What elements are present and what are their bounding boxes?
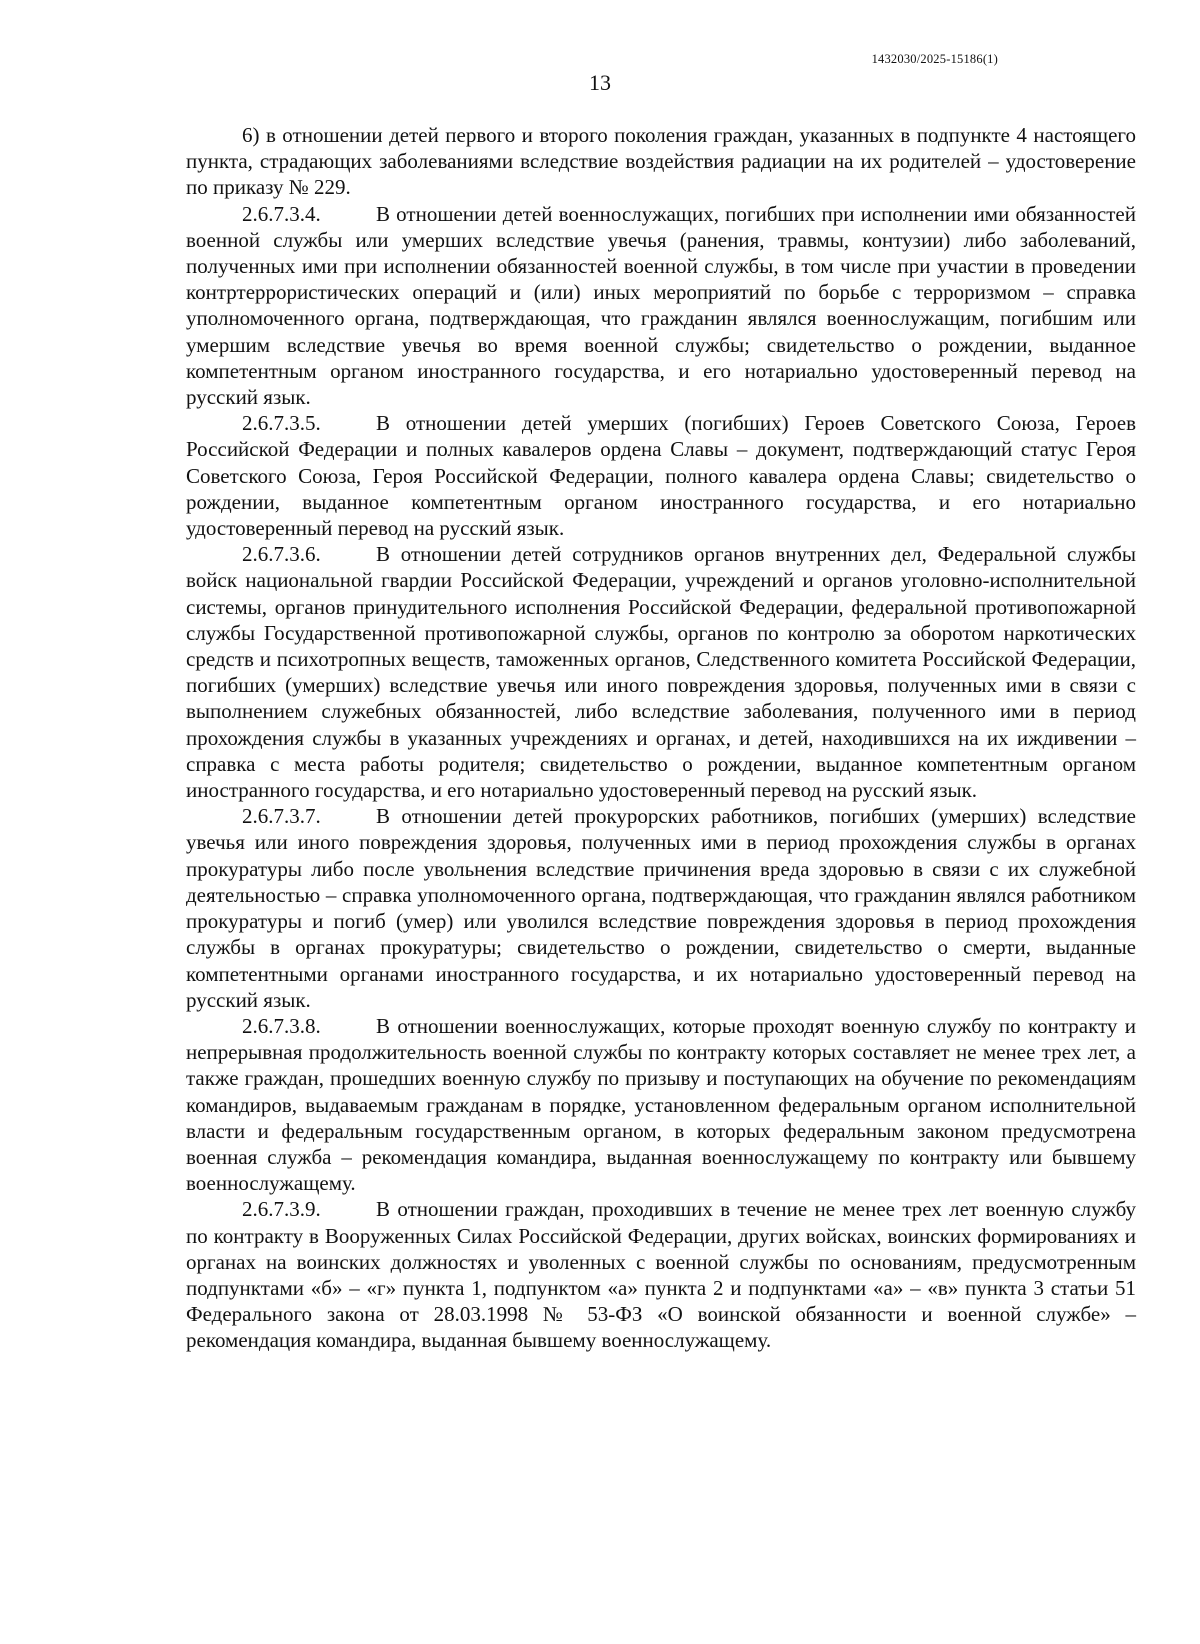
paragraph-2-6-7-3-6	[186, 541, 1136, 803]
paragraph-2-6-7-3-5	[186, 410, 1136, 541]
paragraph-text: В отношении детей умерших (погибших) Героев Советского Союза, Героев Российской Федерации и полных кавалеров ордена Славы – документ, подтверждающий статус Героя Советского Союза, Героя Российской Федерации, полного кавалера ордена Славы; свидетельство о рождении, выданное компетентным органом иностранного государства, и его нотариально удостоверенный перевод на русский язык.	[186, 411, 1136, 541]
paragraph-6	[186, 122, 1136, 201]
paragraph-2-6-7-3-9	[186, 1196, 1136, 1353]
paragraph-number: 2.6.7.3.5.	[242, 411, 321, 436]
paragraph-text: В отношении детей сотрудников органов внутренних дел, Федеральной службы войск национальной гвардии Российской Федерации, учреждений и органов уголовно-исполнительной системы, органов принудительного исполнения Российской Федерации, федеральной противопожарной службы Государственной противопожарной службы, органов по контролю за оборотом наркотических средств и психотропных веществ, таможенных органов, Следственного комитета Российской Федерации, погибших (умерших) вследствие увечья или иного повреждения здоровья, полученных ими в связи с выполнением служебных обязанностей, либо вследствие заболевания, полученного ими в период прохождения службы в указанных учреждениях и органах, и детей, находившихся на их иждивении – справка с места работы родителя; свидетельство о рождении, выданное компетентным органом иностранного государства, и его нотариально удостоверенный перевод на русский язык.	[186, 542, 1136, 803]
paragraph-text: 6) в отношении детей первого и второго поколения граждан, указанных в подпункте 4 настоящего пункта, страдающих заболеваниями вследствие воздействия радиации на их родителей – удостоверение по приказу № 229.	[186, 123, 1136, 200]
paragraph-text: В отношении детей прокурорских работников, погибших (умерших) вследствие увечья или иного повреждения здоровья, полученных ими в период прохождения службы в органах прокуратуры либо после увольнения вследствие причинения вреда здоровью в связи с их служебной деятельностью – справка уполномоченного органа, подтверждающая, что гражданин являлся работником прокуратуры и погиб (умер) или уволился вследствие повреждения здоровья в период прохождения службы в органах прокуратуры; свидетельство о рождении, свидетельство о смерти, выданные компетентными органами иностранного государства, и их нотариально удостоверенный перевод на русский язык.	[186, 804, 1136, 1012]
paragraph-2-6-7-3-7	[186, 803, 1136, 1013]
paragraph-number: 2.6.7.3.9.	[242, 1197, 321, 1222]
paragraph-number: 2.6.7.3.7.	[242, 804, 321, 829]
paragraph-number: 2.6.7.3.8.	[242, 1013, 321, 1038]
paragraph-2-6-7-3-8	[186, 1013, 1136, 1196]
paragraph-number: 2.6.7.3.6.	[242, 542, 321, 567]
document-body	[186, 122, 1136, 1354]
paragraph-number: 2.6.7.3.4.	[242, 201, 321, 226]
page-number: 13	[589, 70, 611, 95]
paragraph-text: В отношении детей военнослужащих, погибших при исполнении ими обязанностей военной службы или умерших вследствие увечья (ранения, травмы, контузии) либо заболеваний, полученных ими при исполнении обязанностей военной службы, в том числе при участии в проведении контртеррористических операций и (или) иных мероприятий по борьбе с терроризмом – справка уполномоченного органа, подтверждающая, что гражданин являлся военнослужащим, погибшим или умершим вследствие увечья во время военной службы; свидетельство о рождении, выданное компетентным органом иностранного государства, и его нотариально удостоверенный перевод на русский язык.	[186, 201, 1136, 410]
paragraph-2-6-7-3-4	[186, 201, 1136, 411]
paragraph-text: В отношении граждан, проходивших в течение не менее трех лет военную службу по контракту в Вооруженных Силах Российской Федерации, других войсках, воинских формированиях и органах на воинских должностях и уволенных с военной службы по основаниям, предусмотренным подпунктами «б» – «г» пункта 1, подпунктом «а» пункта 2 и подпунктами «а» – «в» пункта 3 статьи 51 Федерального закона от 28.03.1998 № 53-ФЗ «О воинской обязанности и военной службе» – рекомендация командира, выданная бывшему военнослужащему.	[186, 1197, 1136, 1353]
paragraph-text: В отношении военнослужащих, которые проходят военную службу по контракту и непрерывная продолжительность военной службы по контракту которых составляет не менее трех лет, а также граждан, прошедших военную службу по призыву и поступающих на обучение по рекомендациям командиров, выдаваемым гражданам в порядке, установленном федеральным органом исполнительной власти и федеральным государственным органом, в которых федеральным законом предусмотрена военная служба – рекомендация командира, выданная военнослужащему по контракту или бывшему военнослужащему.	[186, 1013, 1136, 1196]
document-id: 1432030/2025-15186(1)	[871, 52, 998, 66]
